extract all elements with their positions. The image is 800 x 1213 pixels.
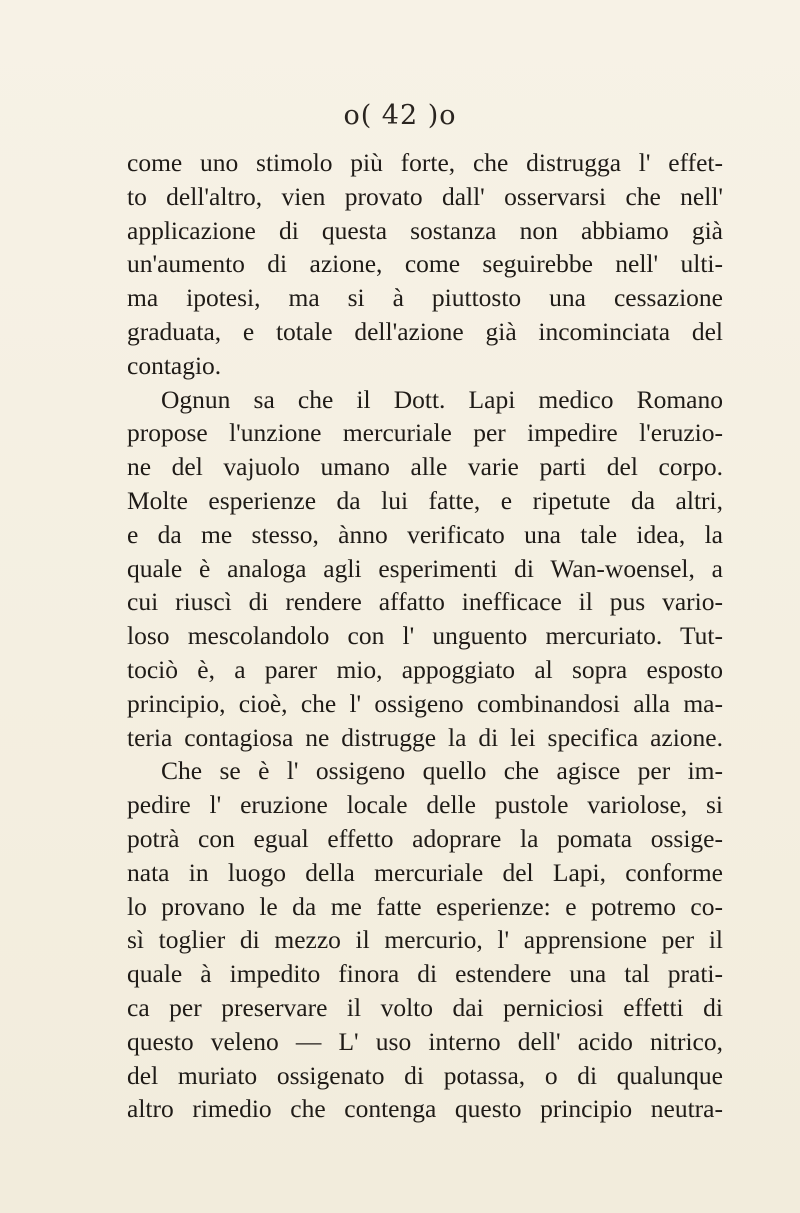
text-line: propose l'unzione mercuriale per impedire l'eruzio- — [127, 418, 723, 448]
text-line: quale è analoga agli esperimenti di Wan-woensel, a — [127, 553, 723, 583]
text-line: principio, cioè, che l' ossigeno combinandosi alla ma- — [127, 688, 723, 718]
text-line: lo provano le da me fatte esperienze: e potremo co- — [127, 891, 723, 921]
text-line: to dell'altro, vien provato dall' osservarsi che nell' — [127, 181, 723, 211]
text-line: pedire l' eruzione locale delle pustole variolose, si — [127, 790, 723, 820]
text-line: Molte esperienze da lui fatte, e ripetute da altri, — [127, 485, 723, 515]
text-line: potrà con egual effetto adoprare la pomata ossige- — [127, 823, 723, 853]
text-line: nata in luogo della mercuriale del Lapi, conforme — [127, 857, 723, 887]
text-line: sì toglier di mezzo il mercurio, l' apprensione per il — [127, 925, 723, 955]
text-line: loso mescolandolo con l' unguento mercuriato. Tut- — [127, 621, 723, 651]
text-line: ca per preservare il volto dai perniciosi effetti di — [127, 992, 723, 1022]
text-line: ma ipotesi, ma si à piuttosto una cessazione — [127, 283, 723, 313]
text-line: cui riuscì di rendere affatto inefficace il pus vario- — [127, 587, 723, 617]
text-line: altro rimedio che contenga questo principio neutra- — [127, 1094, 723, 1124]
text-line: un'aumento di azione, come seguirebbe nell' ulti- — [127, 249, 723, 279]
text-line: tociò è, a parer mio, appoggiato al sopra esposto — [127, 654, 723, 684]
text-line: ne del vajuolo umano alle varie parti del corpo. — [127, 452, 723, 482]
text-line: del muriato ossigenato di potassa, o di qualunque — [127, 1060, 723, 1090]
text-line: Ognun sa che il Dott. Lapi medico Romano — [161, 384, 723, 414]
text-line: come uno stimolo più forte, che distrugga l' effet- — [127, 148, 723, 177]
page-number-header: o( 42 )o — [343, 100, 457, 131]
text-line: applicazione di questa sostanza non abbiamo già — [127, 215, 723, 245]
text-line: graduata, e totale dell'azione già incominciata del — [127, 316, 723, 346]
text-line: teria contagiosa ne distrugge la di lei specifica azione. — [127, 722, 723, 752]
body-text — [127, 146, 723, 1126]
text-line: quale à impedito finora di estendere una tal prati- — [127, 959, 723, 989]
text-line: questo veleno — L' uso interno dell' acido nitrico, — [127, 1026, 723, 1056]
text-line: contagio. — [127, 350, 222, 380]
text-line: Che se è l' ossigeno quello che agisce per im- — [161, 756, 723, 786]
text-line: e da me stesso, ànno verificato una tale idea, la — [127, 519, 723, 549]
